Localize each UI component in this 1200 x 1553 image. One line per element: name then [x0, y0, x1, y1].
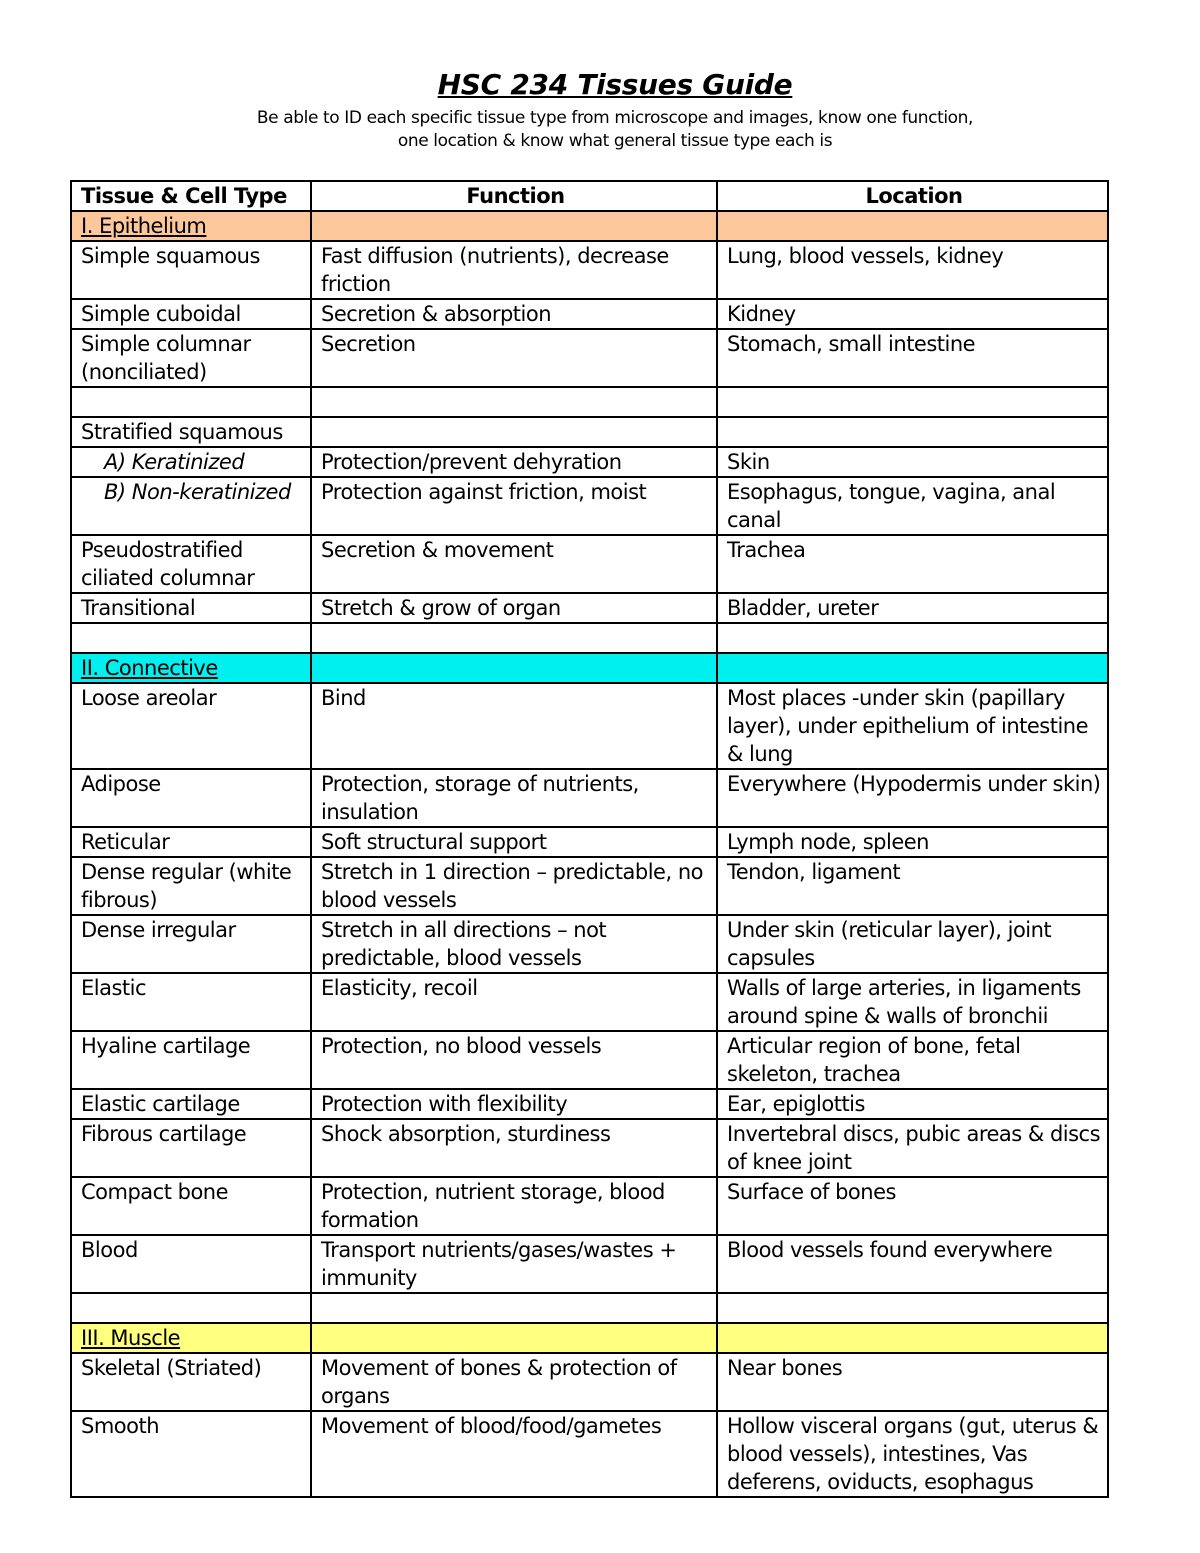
- table-row: [71, 1031, 1108, 1089]
- table-row: [71, 1411, 1108, 1497]
- tissue-cell: Elastic: [71, 973, 311, 1031]
- tissues-table: [70, 180, 1109, 1498]
- header-location: Location: [717, 181, 1108, 211]
- location-cell: [717, 1293, 1108, 1323]
- section-cell: [71, 1323, 311, 1353]
- section-cell-empty: [717, 1323, 1108, 1353]
- function-cell: [311, 417, 717, 447]
- function-cell: Shock absorption, sturdiness: [311, 1119, 717, 1177]
- header-function: Function: [311, 181, 717, 211]
- location-cell: [717, 417, 1108, 447]
- section-label-connective: II. Connective: [81, 656, 218, 680]
- section-cell-empty: [311, 211, 717, 241]
- function-cell: Stretch in all directions – not predictable, blood vessels: [311, 915, 717, 973]
- table-row: [71, 1293, 1108, 1323]
- location-cell: Everywhere (Hypodermis under skin): [717, 769, 1108, 827]
- table-row: [71, 623, 1108, 653]
- location-cell: [717, 387, 1108, 417]
- tissue-cell: [71, 623, 311, 653]
- tissue-cell: [71, 387, 311, 417]
- section-cell-empty: [717, 653, 1108, 683]
- location-cell: [717, 623, 1108, 653]
- location-cell: Near bones: [717, 1353, 1108, 1411]
- tissue-cell: Adipose: [71, 769, 311, 827]
- tissue-cell: Reticular: [71, 827, 311, 857]
- location-cell: Blood vessels found everywhere: [717, 1235, 1108, 1293]
- tissue-cell: Hyaline cartilage: [71, 1031, 311, 1089]
- table-row: [71, 1235, 1108, 1293]
- section-cell: [71, 211, 311, 241]
- header-tissue: Tissue & Cell Type: [71, 181, 311, 211]
- location-cell: Skin: [717, 447, 1108, 477]
- table-row: [71, 1089, 1108, 1119]
- table-row: [71, 857, 1108, 915]
- tissue-cell: Elastic cartilage: [71, 1089, 311, 1119]
- section-cell-empty: [311, 653, 717, 683]
- tissue-cell: Simple cuboidal: [71, 299, 311, 329]
- location-cell: Stomach, small intestine: [717, 329, 1108, 387]
- location-cell: Surface of bones: [717, 1177, 1108, 1235]
- function-cell: [311, 1293, 717, 1323]
- table-row: [71, 447, 1108, 477]
- tissue-cell: Blood: [71, 1235, 311, 1293]
- function-cell: Transport nutrients/gases/wastes + immunity: [311, 1235, 717, 1293]
- table-row: [71, 827, 1108, 857]
- section-row-connective: [71, 653, 1108, 683]
- section-cell: [71, 653, 311, 683]
- location-cell: Under skin (reticular layer), joint capsules: [717, 915, 1108, 973]
- tissue-cell: Loose areolar: [71, 683, 311, 769]
- location-cell: Kidney: [717, 299, 1108, 329]
- function-cell: Protection, storage of nutrients, insulation: [311, 769, 717, 827]
- function-cell: [311, 387, 717, 417]
- table-row: [71, 417, 1108, 447]
- location-cell: Lung, blood vessels, kidney: [717, 241, 1108, 299]
- function-cell: Bind: [311, 683, 717, 769]
- tissue-cell: Dense irregular: [71, 915, 311, 973]
- tissue-cell: [71, 1293, 311, 1323]
- section-cell-empty: [311, 1323, 717, 1353]
- location-cell: Lymph node, spleen: [717, 827, 1108, 857]
- location-cell: Walls of large arteries, in ligaments around spine & walls of bronchii: [717, 973, 1108, 1031]
- table-row: [71, 1119, 1108, 1177]
- location-cell: Esophagus, tongue, vagina, anal canal: [717, 477, 1108, 535]
- location-cell: Invertebral discs, pubic areas & discs of knee joint: [717, 1119, 1108, 1177]
- table-row: [71, 1353, 1108, 1411]
- location-cell: Articular region of bone, fetal skeleton, trachea: [717, 1031, 1108, 1089]
- function-cell: Stretch in 1 direction – predictable, no blood vessels: [311, 857, 717, 915]
- tissue-cell: B) Non-keratinized: [71, 477, 311, 535]
- section-label-epithelium: I. Epithelium: [81, 214, 207, 238]
- tissue-cell: Skeletal (Striated): [71, 1353, 311, 1411]
- tissue-cell: Dense regular (white fibrous): [71, 857, 311, 915]
- tissue-cell: Simple columnar (nonciliated): [71, 329, 311, 387]
- location-cell: Bladder, ureter: [717, 593, 1108, 623]
- function-cell: Protection, no blood vessels: [311, 1031, 717, 1089]
- section-row-epithelium: [71, 211, 1108, 241]
- function-cell: Protection against friction, moist: [311, 477, 717, 535]
- table-row: [71, 593, 1108, 623]
- table-row: [71, 387, 1108, 417]
- table-row: [71, 241, 1108, 299]
- table-row: [71, 973, 1108, 1031]
- document-title: HSC 234 Tissues Guide: [437, 68, 793, 101]
- subtitle-line-1: Be able to ID each specific tissue type from microscope and images, know one function,: [256, 108, 974, 128]
- document-subtitle: [0, 107, 1200, 153]
- location-cell: Trachea: [717, 535, 1108, 593]
- table-header-row: [71, 181, 1108, 211]
- location-cell: Tendon, ligament: [717, 857, 1108, 915]
- function-cell: Fast diffusion (nutrients), decrease friction: [311, 241, 717, 299]
- table-row: [71, 769, 1108, 827]
- tissue-cell: A) Keratinized: [71, 447, 311, 477]
- location-cell: Most places -under skin (papillary layer), under epithelium of intestine & lung: [717, 683, 1108, 769]
- function-cell: Movement of bones & protection of organs: [311, 1353, 717, 1411]
- table-row: [71, 299, 1108, 329]
- tissue-cell: Compact bone: [71, 1177, 311, 1235]
- tissue-cell: Stratified squamous: [71, 417, 311, 447]
- function-cell: Protection, nutrient storage, blood formation: [311, 1177, 717, 1235]
- tissue-cell: Smooth: [71, 1411, 311, 1497]
- table-row: [71, 915, 1108, 973]
- table-row: [71, 477, 1108, 535]
- function-cell: Movement of blood/food/gametes: [311, 1411, 717, 1497]
- section-label-muscle: III. Muscle: [81, 1326, 181, 1350]
- table-row: [71, 329, 1108, 387]
- tissue-cell: Pseudostratified ciliated columnar: [71, 535, 311, 593]
- table-body: [71, 211, 1108, 1497]
- location-cell: Ear, epiglottis: [717, 1089, 1108, 1119]
- function-cell: Secretion & absorption: [311, 299, 717, 329]
- function-cell: Protection with flexibility: [311, 1089, 717, 1119]
- table-row: [71, 535, 1108, 593]
- table-row: [71, 683, 1108, 769]
- function-cell: Secretion: [311, 329, 717, 387]
- section-row-muscle: [71, 1323, 1108, 1353]
- function-cell: Secretion & movement: [311, 535, 717, 593]
- tissue-cell: Fibrous cartilage: [71, 1119, 311, 1177]
- function-cell: Stretch & grow of organ: [311, 593, 717, 623]
- function-cell: Soft structural support: [311, 827, 717, 857]
- function-cell: Protection/prevent dehyration: [311, 447, 717, 477]
- function-cell: [311, 623, 717, 653]
- subtitle-line-2: one location & know what general tissue type each is: [397, 131, 833, 151]
- section-cell-empty: [717, 211, 1108, 241]
- function-cell: Elasticity, recoil: [311, 973, 717, 1031]
- table-row: [71, 1177, 1108, 1235]
- tissue-cell: Transitional: [71, 593, 311, 623]
- tissue-cell: Simple squamous: [71, 241, 311, 299]
- location-cell: Hollow visceral organs (gut, uterus & blood vessels), intestines, Vas deferens, oviducts, esophagus: [717, 1411, 1108, 1497]
